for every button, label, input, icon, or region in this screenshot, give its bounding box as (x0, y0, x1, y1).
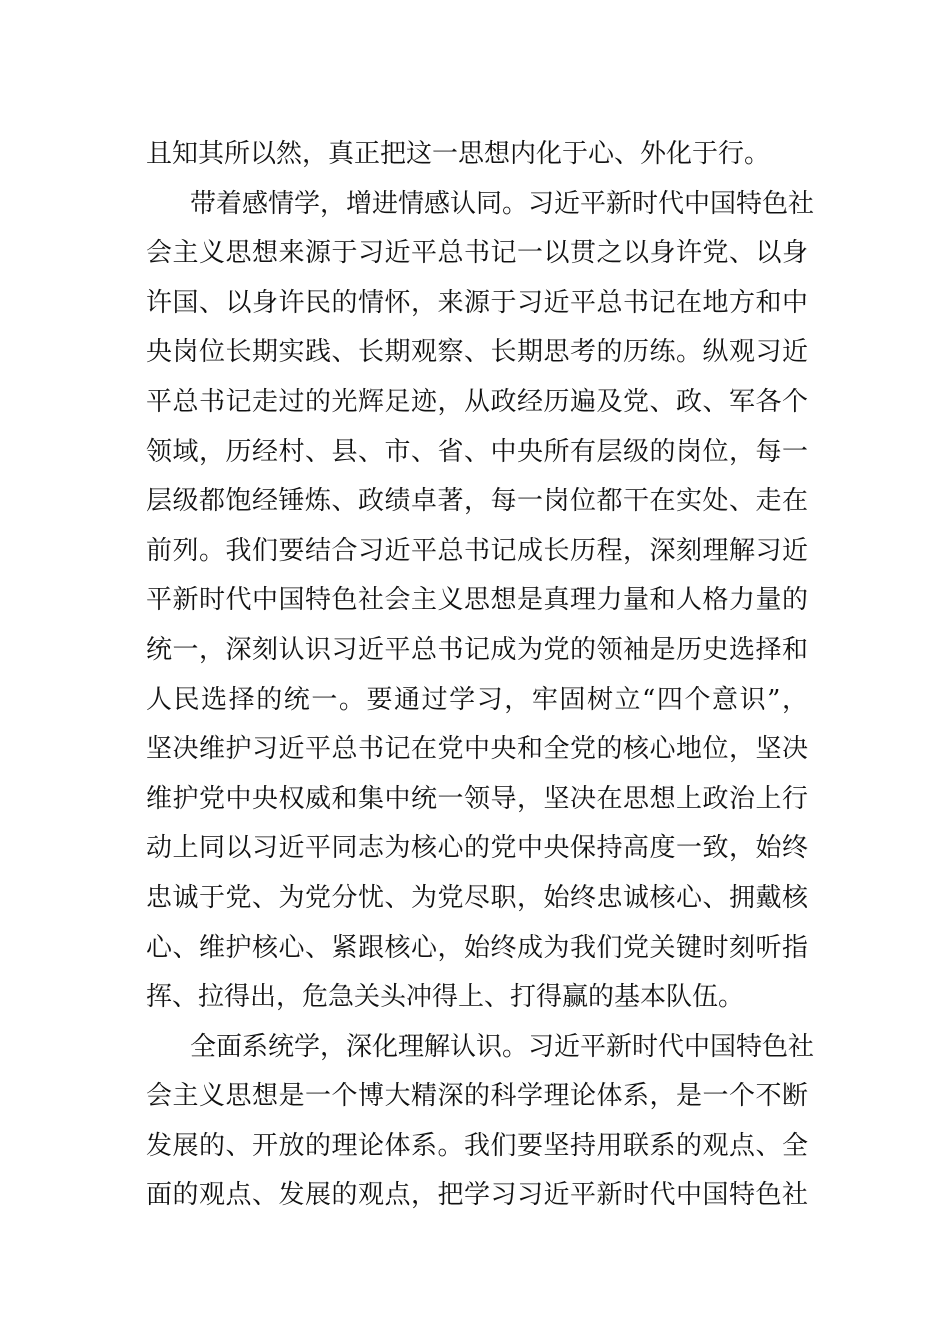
text-line: 人民选择的统一。要通过学习，牢固树立“四个意识”， (146, 684, 808, 715)
text-line: 且知其所以然，真正把这一思想内化于心、外化于行。 (146, 139, 771, 169)
text-line: 平新时代中国特色社会主义思想是真理力量和人格力量的 (146, 585, 808, 616)
text-line: 平总书记走过的光辉足迹，从政经历遍及党、政、军各个 (146, 386, 808, 417)
paragraph-first-line: 带着感情学，增进情感认同。习近平新时代中国特色社 (190, 188, 815, 219)
text-line: 领域，历经村、县、市、省、中央所有层级的岗位，每一 (146, 436, 808, 467)
text-line: 维护党中央权威和集中统一领导，坚决在思想上政治上行 (146, 783, 808, 814)
text-line: 心、维护核心、紧跟核心，始终成为我们党关键时刻听指 (146, 932, 808, 963)
text-line: 动上同以习近平同志为核心的党中央保持高度一致，始终 (146, 833, 808, 864)
paragraph-last-line: 挥、拉得出，危急关头冲得上、打得赢的基本队伍。 (146, 982, 745, 1013)
text-line: 央岗位长期实践、长期观察、长期思考的历练。纵观习近 (146, 337, 808, 368)
text-line: 发展的、开放的理论体系。我们要坚持用联系的观点、全 (146, 1130, 808, 1161)
body-text (146, 130, 815, 1221)
paragraph-first-line: 全面系统学，深化理解认识。习近平新时代中国特色社 (190, 1031, 815, 1062)
text-line: 会主义思想是一个博大精深的科学理论体系，是一个不断 (146, 1081, 808, 1112)
text-line: 坚决维护习近平总书记在党中央和全党的核心地位，坚决 (146, 734, 808, 765)
text-line: 许国、以身许民的情怀，来源于习近平总书记在地方和中 (146, 287, 808, 318)
text-line: 忠诚于党、为党分忧、为党尽职，始终忠诚核心、拥戴核 (146, 882, 808, 913)
text-line: 统一，深刻认识习近平总书记成为党的领袖是历史选择和 (146, 634, 808, 665)
text-line: 会主义思想来源于习近平总书记一以贯之以身许党、以身 (146, 238, 808, 269)
text-line: 面的观点、发展的观点，把学习习近平新时代中国特色社 (146, 1180, 808, 1211)
text-line: 前列。我们要结合习近平总书记成长历程，深刻理解习近 (146, 535, 808, 566)
text-line: 层级都饱经锤炼、政绩卓著，每一岗位都干在实处、走在 (146, 486, 808, 517)
